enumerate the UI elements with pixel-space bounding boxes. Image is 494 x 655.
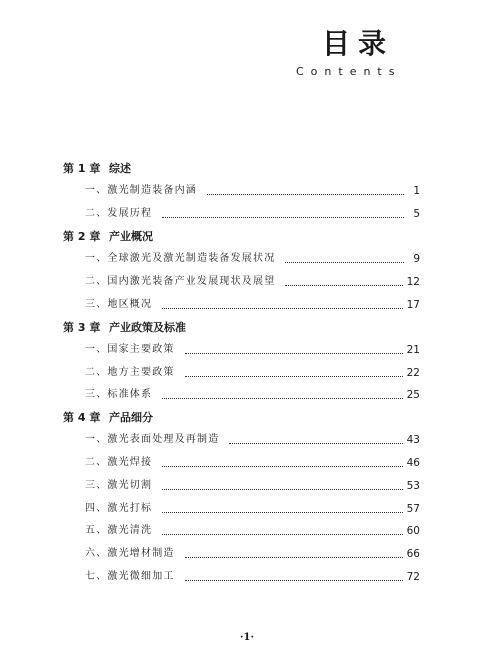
entry-page-number: 12 <box>406 276 420 288</box>
page-subtitle: Contents <box>296 65 402 78</box>
chapter-title: 产业政策及标准 <box>109 321 186 334</box>
toc-entry[interactable] <box>85 252 420 266</box>
entry-page-number: 46 <box>406 457 420 469</box>
dot-leader <box>162 398 402 399</box>
toc-entry[interactable] <box>85 502 420 516</box>
chapter-number: 第 2 章 <box>63 230 101 243</box>
chapter-heading[interactable] <box>63 411 153 425</box>
chapter-number: 第 4 章 <box>63 411 101 424</box>
dot-leader <box>185 580 403 581</box>
chapter-title: 产品细分 <box>109 411 153 424</box>
toc-entry[interactable] <box>85 570 420 584</box>
toc-entry[interactable] <box>85 388 420 402</box>
entry-page-number: 21 <box>406 344 420 356</box>
entry-label: 六、激光增材制造 <box>85 548 175 559</box>
toc-entry[interactable] <box>85 524 420 538</box>
entry-page-number: 1 <box>413 185 420 197</box>
dot-leader <box>207 194 404 195</box>
entry-label: 一、全球激光及激光制造装备发展状况 <box>85 253 276 264</box>
entry-label: 五、激光清洗 <box>85 525 153 536</box>
entry-page-number: 25 <box>406 389 420 401</box>
toc-entry[interactable] <box>85 547 420 561</box>
dot-leader <box>162 308 402 309</box>
page-number-footer: ·1· <box>240 632 254 643</box>
entry-page-number: 9 <box>413 253 420 265</box>
dot-leader <box>162 466 402 467</box>
entry-label: 三、标准体系 <box>85 389 153 400</box>
entry-label: 二、国内激光装备产业发展现状及展望 <box>85 276 276 287</box>
chapter-title: 产业概况 <box>109 230 153 243</box>
entry-page-number: 57 <box>406 503 420 515</box>
entry-page-number: 43 <box>406 434 420 446</box>
entry-label: 一、国家主要政策 <box>85 344 175 355</box>
dot-leader <box>185 353 403 354</box>
entry-page-number: 17 <box>406 299 420 311</box>
entry-label: 一、激光表面处理及再制造 <box>85 434 220 445</box>
toc-entry[interactable] <box>85 184 420 198</box>
dot-leader <box>285 285 402 286</box>
dot-leader <box>162 534 402 535</box>
toc-entry[interactable] <box>85 366 420 380</box>
entry-page-number: 60 <box>406 525 420 537</box>
dot-leader <box>285 262 404 263</box>
toc-entry[interactable] <box>85 456 420 470</box>
entry-label: 二、激光焊接 <box>85 457 153 468</box>
toc-entry[interactable] <box>85 433 420 447</box>
entry-label: 二、发展历程 <box>85 208 153 219</box>
entry-page-number: 53 <box>406 480 420 492</box>
toc-entry[interactable] <box>85 479 420 493</box>
entry-label: 二、地方主要政策 <box>85 367 175 378</box>
chapter-title: 综述 <box>109 162 131 175</box>
entry-label: 三、地区概况 <box>85 299 153 310</box>
toc-entry[interactable] <box>85 343 420 357</box>
entry-page-number: 5 <box>413 208 420 220</box>
dot-leader <box>185 557 403 558</box>
page-title: 目录 <box>322 27 395 60</box>
toc-entry[interactable] <box>85 275 420 289</box>
entry-label: 四、激光打标 <box>85 503 153 514</box>
entry-page-number: 22 <box>406 367 420 379</box>
entry-label: 七、激光微细加工 <box>85 571 175 582</box>
entry-label: 一、激光制造装备内涵 <box>85 185 197 196</box>
chapter-heading[interactable] <box>63 162 131 176</box>
chapter-heading[interactable] <box>63 230 153 244</box>
dot-leader <box>162 512 402 513</box>
dot-leader <box>162 489 402 490</box>
toc-entry[interactable] <box>85 298 420 312</box>
dot-leader <box>185 376 403 377</box>
chapter-number: 第 1 章 <box>63 162 101 175</box>
chapter-heading[interactable] <box>63 321 186 335</box>
entry-page-number: 72 <box>406 571 420 583</box>
toc-entry[interactable] <box>85 207 420 221</box>
chapter-number: 第 3 章 <box>63 321 101 334</box>
entry-page-number: 66 <box>406 548 420 560</box>
dot-leader <box>162 217 404 218</box>
dot-leader <box>229 443 402 444</box>
entry-label: 三、激光切割 <box>85 480 153 491</box>
